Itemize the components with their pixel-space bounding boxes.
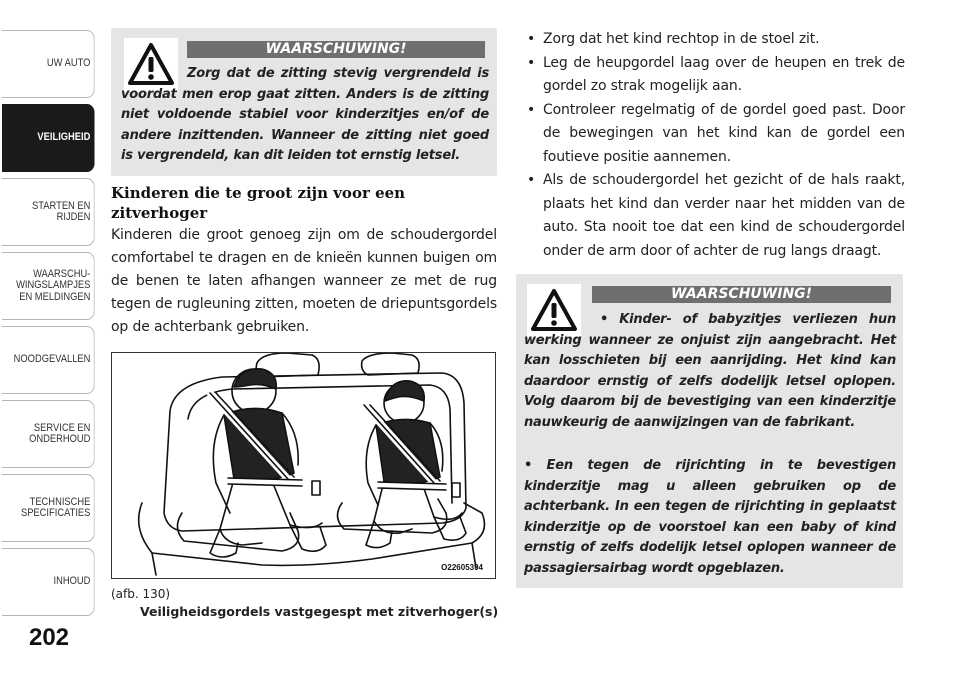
- warning-box-top: [111, 28, 497, 176]
- figure-number: (afb. 130): [111, 587, 171, 601]
- list-item: • Controleer regelmatig of de gordel goed past. Door de bewegingen van het kind kan de gordel een foutieve positie aannemen.: [515, 99, 905, 170]
- list-item: • Als de schoudergordel het gezicht of de hals raakt, plaats het kind dan verder naar het midden van de auto. Sta nooit toe dat een kind de schoudergordel onder de arm door of achter de rug langs draagt.: [515, 169, 905, 263]
- list-item: • Leg de heupgordel laag over de heupen en trek de gordel zo strak mogelijk aan.: [515, 52, 905, 99]
- children-in-booster-seats-illustration: [112, 353, 495, 578]
- section-heading: Kinderen die te groot zijn voor een zitverhoger: [111, 184, 406, 222]
- section-paragraph: Kinderen die groot genoeg zijn om de schoudergordel comfortabel te dragen en de knieën kunnen buigen om de benen te laten afhangen wanneer ze met de rug tegen de rugleuning zitten, moeten de driepuntsgordels op de achterbank gebruiken.: [111, 227, 497, 335]
- tab-starten-en-rijden[interactable]: STARTEN EN RIJDEN: [2, 178, 95, 246]
- list-item: • Zorg dat het kind rechtop in de stoel zit.: [515, 28, 905, 52]
- tab-noodgevallen[interactable]: NOODGEVALLEN: [2, 326, 95, 394]
- warning-text-item-1: • Kinder- of babyzitjes verliezen hun werking wanneer ze onjuist zijn aangebracht. Het kan losschieten bij een aanrijding. Het kind kan daardoor ernstig of zelfs dodelijk letsel oplopen. Volg daarom bij de bevestiging van een kinderzitje nauwkeurig de aanwijzingen van de fabrikant.: [524, 312, 896, 430]
- figure-illustration: [111, 352, 496, 579]
- tab-service-en-onderhoud[interactable]: SERVICE EN ONDERHOUD: [2, 400, 95, 468]
- tab-waarschuwingslampjes[interactable]: WAARSCHU- WINGSLAMPJES EN MELDINGEN: [2, 252, 95, 320]
- warning-text: Zorg dat de zitting stevig vergrendeld is voordat men erop gaat zitten. Anders is de zitting niet voldoende stabiel voor kinderzitjes en/of de andere inzittenden. Wanneer de zitting niet goed is vergrendeld, kan dit leiden tot ernstig letsel.: [121, 66, 489, 163]
- warning-box-right: [516, 274, 903, 588]
- warning-title: WAARSCHUWING!: [592, 286, 891, 303]
- page-number: 202: [28, 624, 70, 651]
- instruction-list: [515, 28, 905, 263]
- figure-caption: Veiligheidsgordels vastgegespt met zitverhoger(s): [140, 604, 499, 619]
- tab-uw-auto[interactable]: UW AUTO: [2, 30, 95, 98]
- warning-title: WAARSCHUWING!: [187, 41, 485, 58]
- tab-inhoud[interactable]: INHOUD: [2, 548, 95, 616]
- tab-veiligheid[interactable]: VEILIGHEID: [2, 104, 95, 172]
- warning-text-item-2: • Een tegen de rijrichting in te bevestigen kinderzitje mag u alleen gebruiken op de achterbank. In een tegen de rijrichting in geplaatst kinderzitje op de voorstoel kan een baby of kind ernstig of zelfs dodelijk letsel oplopen wanneer de passagiersairbag wordt opgeblazen.: [524, 458, 896, 576]
- tab-technische-specificaties[interactable]: TECHNISCHE SPECIFICATIES: [2, 474, 95, 542]
- figure-id-code: O22605394: [441, 563, 483, 572]
